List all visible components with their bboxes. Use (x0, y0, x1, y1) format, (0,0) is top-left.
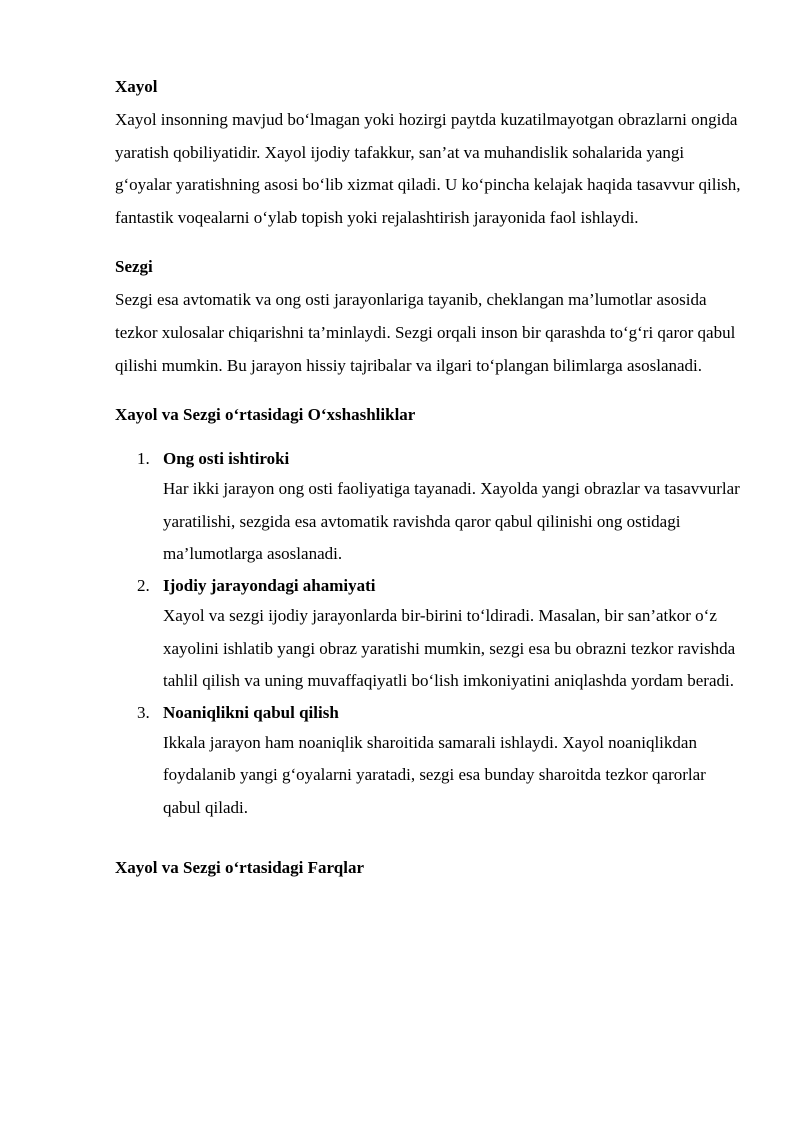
section-sezgi (115, 256, 745, 382)
list-item-body: Har ikki jarayon ong osti faoliyatiga tayanadi. Xayolda yangi obrazlar va tasavvurlar yaratilishi, sezgida esa avtomatik ravishda qaror qabul qilinishi ong ostidagi ma’lumotlarga asoslanadi. (163, 479, 740, 564)
list-item (115, 702, 745, 825)
list-item-number: 3. (137, 702, 150, 722)
list-item-title: Ong osti ishtiroki (163, 449, 290, 469)
similarities-heading: Xayol va Sezgi o‘rtasidagi O‘xshashliklar (115, 405, 416, 425)
list-item-title: Ijodiy jarayondagi ahamiyati (163, 575, 376, 595)
section-heading: Xayol (115, 77, 158, 96)
list-item-body: Ikkala jarayon ham noaniqlik sharoitida samarali ishlaydi. Xayol noaniqlikdan foydalanib yangi g‘oyalarni yaratadi, sezgi esa bunday sharoitda tezkor qarorlar qabul qiladi. (163, 732, 706, 817)
list-item (115, 575, 745, 698)
differences-heading: Xayol va Sezgi o‘rtasidagi Farqlar (115, 857, 364, 877)
section-heading: Sezgi (115, 257, 153, 277)
list-item-number: 2. (137, 575, 150, 595)
list-item-title: Noaniqlikni qabul qilish (163, 702, 339, 722)
list-item-body: Xayol va sezgi ijodiy jarayonlarda bir-birini to‘ldiradi. Masalan, bir san’atkor o‘z xayolini ishlatib yangi obraz yaratishi mumkin, sezgi esa bu obrazni tezkor ravishda tahlil qilish va uning muvaffaqiyatli bo‘lish imkoniyatini aniqlashda yordam beradi. (163, 605, 736, 691)
section-similarities (115, 404, 745, 824)
list-item-number: 1. (137, 449, 150, 469)
document-page (115, 76, 745, 879)
section-xayol (115, 76, 745, 234)
section-paragraph: Xayol insonning mavjud bo‘lmagan yoki hozirgi paytda kuzatilmayotgan obrazlarni ongida yaratish qobiliyatidir. Xayol ijodiy tafakkur, san’at va muhandislik sohalarida yangi g‘oyalar yaratishning asosi bo‘lib xizmat qiladi. U ko‘pincha kelajak haqida tasavvur qilish, fantastik voqealarni o‘ylab topish yoki rejalashtirish jarayonida faol ishlaydi. (115, 110, 741, 227)
section-paragraph: Sezgi esa avtomatik va ong osti jarayonlariga tayanib, cheklangan ma’lumotlar asosida tezkor xulosalar chiqarishni ta’minlaydi. Sezgi orqali inson bir qarashda to‘g‘ri qaror qabul qilishi mumkin. Bu jarayon hissiy tajribalar va ilgari to‘plangan bilimlarga asoslanadi. (115, 290, 736, 375)
list-item (115, 448, 745, 571)
similarities-list (115, 448, 745, 824)
